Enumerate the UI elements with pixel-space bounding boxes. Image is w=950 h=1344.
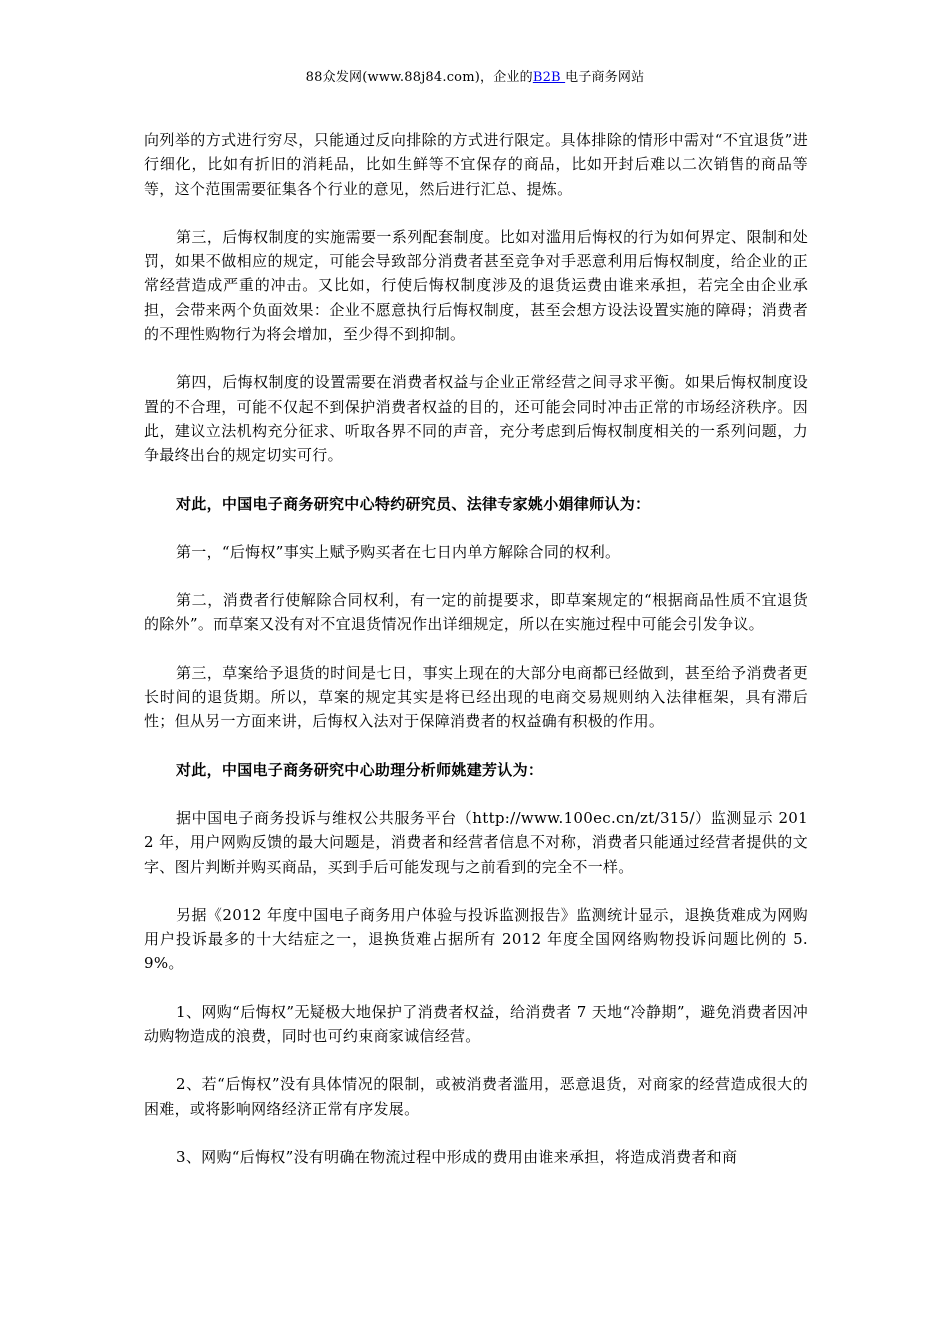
heading-analyst-opinion: 对此，中国电子商务研究中心助理分析师姚建芳认为：: [176, 760, 544, 779]
paragraph-lawyer-third: 第三，草案给予退货的时间是七日，事实上现在的大部分电商都已经做到，甚至给予消费者更长时间的退货期。所以，草案的规定其实是将已经出现的电商交易规则纳入法律框架，具有滞后性；但从另一方面来讲，后悔权入法对于保障消费者的权益确有积极的作用。: [144, 663, 808, 731]
paragraph-continued: 向列举的方式进行穷尽，只能通过反向排除的方式进行限定。具体排除的情形中需对“不宜退货”进行细化，比如有折旧的消耗品，比如生鲜等不宜保存的商品，比如开封后难以二次销售的商品等等，这个范围需要征集各个行业的意见，然后进行汇总、提炼。: [144, 131, 808, 198]
page-header: [0, 69, 950, 87]
paragraph-complaint-platform: 据中国电子商务投诉与维权公共服务平台（http://www.100ec.cn/zt/315/）监测显示 2012 年，用户网购反馈的最大问题是，消费者和经营者信息不对称，消费者只能通过经营者提供的文字、图片判断并购买商品，买到手后可能发现与之前看到的完全不一样。: [144, 808, 808, 876]
paragraph-report-statistics: 另据《2012 年度中国电子商务用户体验与投诉监测报告》监测统计显示，退换货难成为网购用户投诉最多的十大结症之一，退换货难占据所有 2012 年度全国网络购物投诉问题比例的 5.9%。: [144, 905, 808, 973]
paragraph-point-1: 1、网购“后悔权”无疑极大地保护了消费者权益，给消费者 7 天地“冷静期”，避免消费者因冲动购物造成的浪费，同时也可约束商家诚信经营。: [144, 1002, 808, 1046]
header-suffix-text: 电子商务网站: [565, 70, 645, 85]
paragraph-third-supporting-system: 第三，后悔权制度的实施需要一系列配套制度。比如对滥用后悔权的行为如何界定、限制和处罚，如果不做相应的规定，可能会导致部分消费者甚至竞争对手恶意利用后悔权制度，给企业的正常经营造成严重的冲击。又比如，行使后悔权制度涉及的退货运费由谁来承担，若完全由企业承担，会带来两个负面效果：企业不愿意执行后悔权制度，甚至会想方设法设置实施的障碍；消费者的不理性购物行为将会增加，至少得不到抑制。: [144, 227, 808, 344]
paragraph-point-3: 3、网购“后悔权”没有明确在物流过程中形成的费用由谁来承担，将造成消费者和商: [176, 1147, 738, 1166]
header-site-text: 88众发网(www.88j84.com)，企业的: [305, 70, 533, 85]
b2b-link[interactable]: B2B: [532, 70, 566, 85]
paragraph-point-2: 2、若“后悔权”没有具体情况的限制，或被消费者滥用，恶意退货，对商家的经营造成很大的困难，或将影响网络经济正常有序发展。: [144, 1075, 808, 1118]
paragraph-lawyer-second: 第二，消费者行使解除合同权利，有一定的前提要求，即草案规定的“根据商品性质不宜退货的除外”。而草案又没有对不宜退货情况作出详细规定，所以在实施过程中可能会引发争议。: [144, 591, 808, 634]
paragraph-lawyer-first: 第一，“后悔权”事实上赋予购买者在七日内单方解除合同的权利。: [176, 542, 621, 561]
heading-lawyer-opinion: 对此，中国电子商务研究中心特约研究员、法律专家姚小娟律师认为：: [176, 494, 651, 513]
paragraph-fourth-balance: 第四，后悔权制度的设置需要在消费者权益与企业正常经营之间寻求平衡。如果后悔权制度设置的不合理，可能不仅起不到保护消费者权益的目的，还可能会同时冲击正常的市场经济秩序。因此，建议立法机构充分征求、听取各界不同的声音，充分考虑到后悔权制度相关的一系列问题，力争最终出台的规定切实可行。: [144, 373, 808, 465]
article-body: [144, 128, 808, 1193]
